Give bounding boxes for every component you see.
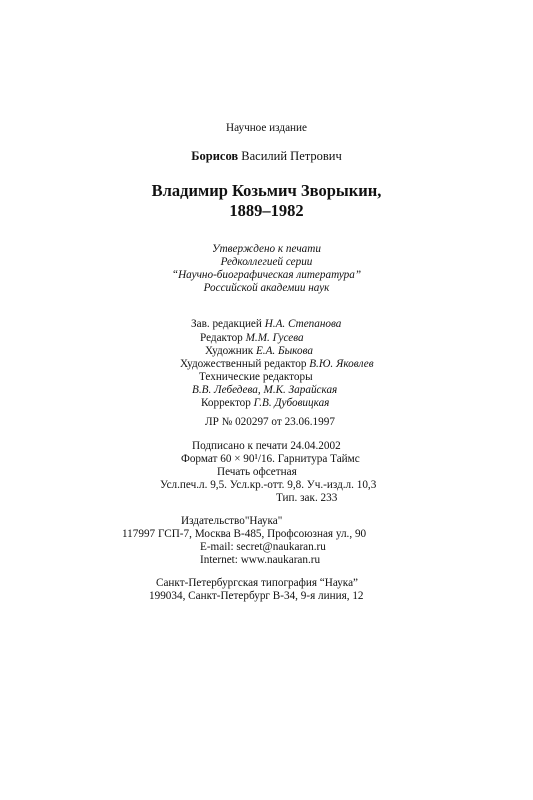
print-order-number: 233 — [320, 492, 338, 504]
head-of-editorial — [191, 318, 341, 331]
approval-line-3: “Научно-биографическая литература” — [171, 269, 362, 281]
art-editor-label: Художественный редактор — [180, 358, 307, 370]
license-number: ЛР № 020297 от 23.06.1997 — [205, 416, 335, 428]
editor-name: М.М. Гусева — [245, 332, 304, 344]
art-editor-credit — [180, 358, 374, 371]
author-surname: Борисов — [191, 149, 239, 163]
title-line-1: Владимир Козьмич Зворыкин, — [151, 181, 382, 200]
author-line — [0, 149, 533, 164]
publisher-name: Издательство"Наука" — [181, 515, 283, 527]
proofreader-label: Корректор — [201, 397, 251, 409]
art-editor-name: В.Ю. Яковлев — [309, 358, 374, 370]
publisher-address: 117997 ГСП-7, Москва В-485, Профсоюзная ул., 90 — [122, 528, 367, 540]
artist-credit — [205, 345, 313, 358]
approval-line-1: Утверждено к печати — [212, 243, 321, 255]
printed-sheets: Усл.печ.л. 9,5. Усл.кр.-отт. 9,8. Уч.-изд.л. 10,3 — [160, 479, 377, 491]
edition-type: Научное издание — [226, 122, 307, 134]
tech-editors-label: Технические редакторы — [199, 371, 313, 383]
editor-label: Редактор — [200, 332, 243, 344]
artist-name: Е.А. Быкова — [255, 345, 313, 357]
publisher-email: E-mail: secret@naukaran.ru — [200, 541, 326, 553]
tech-editors-names: В.В. Лебедева, М.К. Зарайская — [192, 384, 338, 396]
print-order — [276, 492, 337, 505]
publisher-website: Internet: www.naukaran.ru — [200, 554, 321, 566]
artist-label: Художник — [205, 345, 254, 357]
print-order-label: Тип. зак. — [276, 492, 318, 504]
printer-name: Санкт-Петербургская типография “Наука” — [156, 577, 359, 589]
format-typeface: Формат 60 × 90¹/16. Гарнитура Таймс — [181, 453, 360, 465]
editor-credit — [200, 332, 304, 345]
proofreader-name: Г.В. Дубовицкая — [253, 397, 330, 409]
signed-for-print: Подписано к печати 24.04.2002 — [192, 440, 341, 452]
approval-line-4: Российской академии наук — [203, 282, 330, 294]
head-of-editorial-name: Н.А. Степанова — [264, 318, 342, 330]
printer-address: 199034, Санкт-Петербург В-34, 9-я линия, 12 — [149, 590, 364, 602]
head-of-editorial-label: Зав. редакцией — [191, 318, 262, 330]
print-method: Печать офсетная — [217, 466, 297, 478]
author-given-names: Василий Петрович — [241, 149, 342, 163]
title-line-2: 1889–1982 — [229, 201, 304, 220]
approval-line-2: Редколлегией серии — [220, 256, 313, 268]
proofreader-credit — [201, 397, 329, 410]
